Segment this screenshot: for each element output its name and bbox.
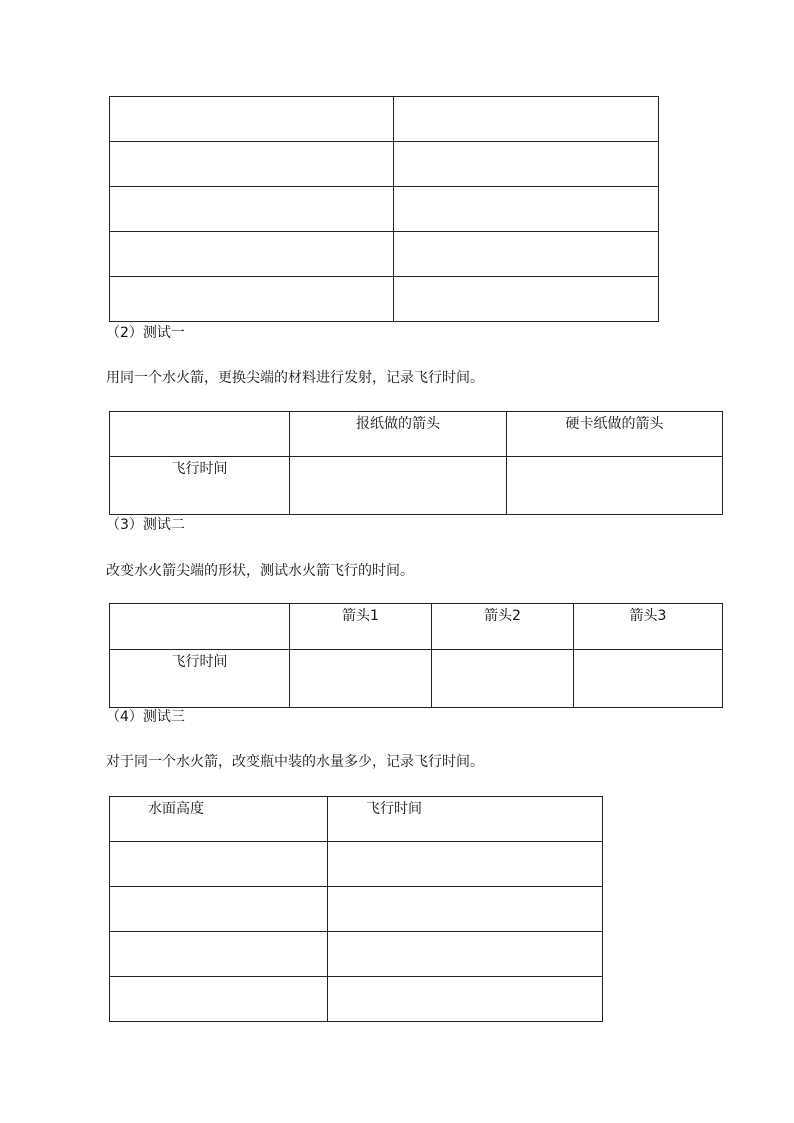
table-cell (110, 977, 328, 1022)
table-cell (328, 842, 603, 887)
table-cell (110, 142, 394, 187)
row-label-flight-time: 飞行时间 (171, 654, 228, 670)
table-cell (110, 842, 328, 887)
header-arrow-1: 箭头1 (342, 608, 379, 624)
table-cell (328, 977, 603, 1022)
table-cell (110, 232, 394, 277)
header-arrow-3: 箭头3 (629, 608, 667, 624)
test2-table (109, 603, 723, 708)
table-header-cell (574, 604, 723, 650)
table-cell (110, 97, 394, 142)
table-header-cell (110, 412, 290, 457)
table-cell (394, 142, 659, 187)
table-header-cell (110, 604, 290, 650)
table-cell (290, 650, 432, 708)
table-cell (432, 650, 574, 708)
test1-heading: （2）测试一 (106, 325, 185, 341)
table-header-cell (290, 412, 507, 457)
test2-heading: （3）测试二 (106, 517, 185, 533)
table-header-cell (290, 604, 432, 650)
test1-instruction: 用同一个水火箭，更换尖端的材料进行发射，记录飞行时间。 (106, 370, 484, 386)
table-cell (110, 277, 394, 322)
test3-heading: （4）测试三 (106, 709, 185, 725)
header-arrow-2: 箭头2 (484, 608, 521, 624)
table-cell (328, 932, 603, 977)
table-cell (290, 457, 507, 515)
test1-table (109, 411, 723, 515)
test2-instruction: 改变水火箭尖端的形状，测试水火箭飞行的时间。 (106, 563, 414, 579)
table-cell (110, 887, 328, 932)
table-header-cell (110, 797, 328, 842)
table-cell (574, 650, 723, 708)
header-cardboard-arrow: 硬卡纸做的箭头 (565, 416, 664, 432)
table-cell (328, 887, 603, 932)
header-water-height: 水面高度 (148, 801, 204, 817)
header-flight-time: 飞行时间 (366, 801, 422, 817)
table-cell (110, 187, 394, 232)
test3-instruction: 对于同一个水火箭，改变瓶中装的水量多少，记录飞行时间。 (106, 754, 484, 770)
row-label-flight-time: 飞行时间 (171, 461, 228, 477)
table-header-cell (432, 604, 574, 650)
table-cell (110, 932, 328, 977)
row-label-cell (110, 457, 290, 515)
table-cell (394, 232, 659, 277)
test3-table (109, 796, 603, 1022)
row-label-cell (110, 650, 290, 708)
table-cell (394, 277, 659, 322)
table-header-cell (507, 412, 723, 457)
table-header-cell (328, 797, 603, 842)
header-newspaper-arrow: 报纸做的箭头 (356, 416, 440, 432)
table-cell (507, 457, 723, 515)
top-empty-table (109, 96, 659, 322)
table-cell (394, 97, 659, 142)
table-cell (394, 187, 659, 232)
